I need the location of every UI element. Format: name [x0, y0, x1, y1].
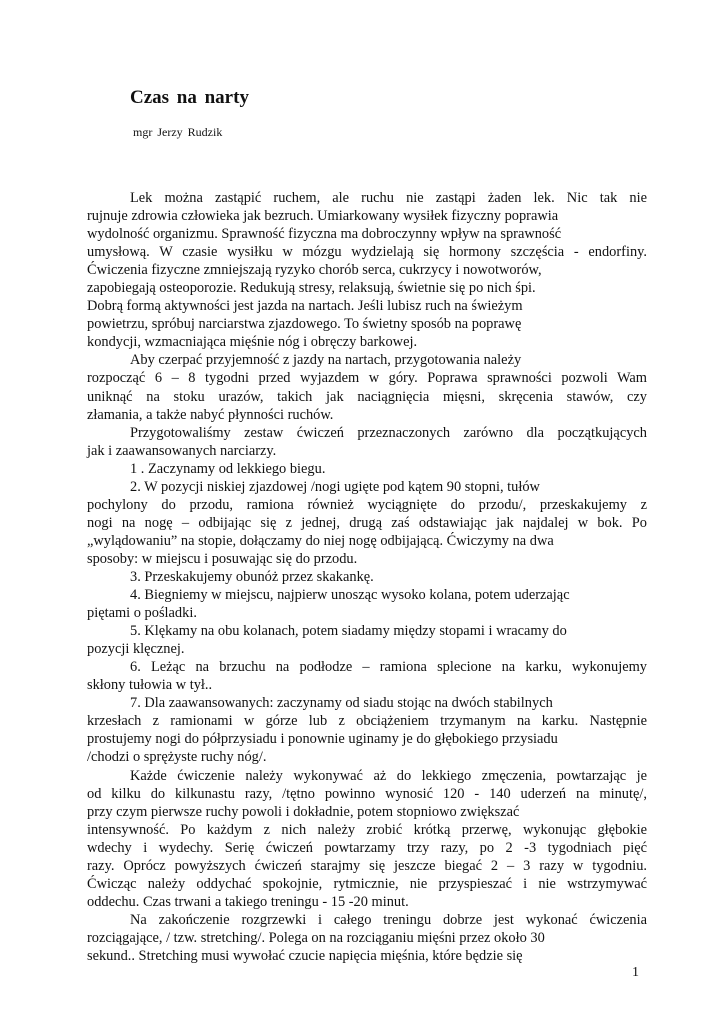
text-line: 7. Dla zaawansowanych: zaczynamy od siadu stojąc na dwóch stabilnych	[130, 695, 553, 712]
text-line: 3. Przeskakujemy obunóż przez skakankę.	[130, 568, 374, 585]
text-line: „wylądowaniu” na stopie, dołączamy do niej nogę odbijającą. Ćwiczymy na dwa	[87, 532, 554, 549]
text-line: /chodzi o sprężyste ruchy nóg/.	[87, 749, 267, 766]
text-line: Aby czerpać przyjemność z jazdy na nartach, przygotowania należy	[130, 352, 522, 369]
text-line: pozycji klęcznej.	[87, 641, 185, 658]
text-line: zapobiegają osteoporozie. Redukują stresy, relaksują, świetnie się po nich śpi.	[87, 280, 536, 297]
text-line: wdechy i wydechy. Serię ćwiczeń powtarzamy trzy razy, po 2 -3 tygodniach pięć	[87, 839, 647, 856]
text-line: Na zakończenie rozgrzewki i całego treningu dobrze jest wykonać ćwiczenia	[130, 911, 647, 928]
text-line: 2. W pozycji niskiej zjazdowej /nogi ugięte pod kątem 90 stopni, tułów	[130, 478, 540, 495]
text-line: Przygotowaliśmy zestaw ćwiczeń przeznaczonych zarówno dla początkujących	[130, 424, 647, 441]
text-line: od kilku do kilkunastu razy, /tętno powinno wynosić 120 - 140 uderzeń na minutę/,	[87, 785, 647, 802]
text-line: kondycji, wzmacniająca mięśnie nóg i obręczy barkowej.	[87, 334, 418, 351]
text-line: Dobrą formą aktywności jest jazda na nartach. Jeśli lubisz ruch na świeżym	[87, 298, 523, 315]
text-line: rujnuje zdrowia człowieka jak bezruch. Umiarkowany wysiłek fizyczny poprawia	[87, 208, 559, 225]
text-line: intensywność. Po każdym z nich należy zrobić krótką przerwę, wykonując głębokie	[87, 821, 647, 838]
text-line: sekund.. Stretching musi wywołać czucie napięcia mięśnia, które będzie się	[87, 947, 523, 964]
text-line: krzesłach z ramionami w górze lub z obciążeniem trzymanym na karku. Następnie	[87, 713, 647, 730]
text-line: rozpocząć 6 – 8 tygodni przed wyjazdem w góry. Poprawa sprawności pozwoli Wam	[87, 370, 647, 387]
document-title: Czas na narty	[130, 87, 249, 108]
text-line: 4. Biegniemy w miejscu, najpierw unosząc wysoko kolana, potem uderzając	[130, 587, 570, 604]
text-line: piętami o pośladki.	[87, 605, 197, 622]
text-line: jak i zaawansowanych narciarzy.	[87, 442, 277, 459]
text-line: umysłową. W czasie wysiłku w mózgu wydzielają się hormony szczęścia - endorfiny.	[87, 244, 647, 261]
text-line: sposoby: w miejscu i posuwając się do przodu.	[87, 550, 358, 567]
text-line: przy czym pierwsze ruchy powoli i dokładnie, potem stopniowo zwiększać	[87, 803, 520, 820]
text-line: 6. Leżąc na brzuchu na podłodze – ramiona splecione na karku, wykonujemy	[130, 659, 647, 676]
text-line: prostujemy nogi do półprzysiadu i ponownie uginamy je do głębokiego przysiadu	[87, 731, 558, 748]
text-line: skłony tułowia w tył..	[87, 677, 213, 694]
text-line: wydolność organizmu. Sprawność fizyczna ma dobroczynny wpływ na sprawność	[87, 226, 562, 243]
text-line: 1 . Zaczynamy od lekkiego biegu.	[130, 460, 326, 477]
text-line: złamania, a także nabyć płynności ruchów.	[87, 406, 334, 423]
text-line: Ćwicząc należy oddychać spokojnie, rytmicznie, nie przyspieszać i nie wstrzymywać	[87, 875, 647, 892]
text-line: 5. Klękamy na obu kolanach, potem siadamy między stopami i wracamy do	[130, 623, 567, 640]
text-line: razy. Oprócz powyższych ćwiczeń starajmy się jeszcze biegać 2 – 3 razy w tygodniu.	[87, 857, 647, 874]
text-line: Każde ćwiczenie należy wykonywać aż do lekkiego zmęczenia, powtarzając je	[130, 767, 647, 784]
text-line: oddechu. Czas trwani a takiego treningu - 15 -20 minut.	[87, 893, 409, 910]
text-line: pochylony do przodu, ramiona również wyciągnięte do przodu/, przeskakujemy z	[87, 496, 647, 513]
text-line: Lek można zastąpić ruchem, ale ruchu nie zastąpi żaden lek. Nic tak nie	[130, 190, 647, 206]
text-line: uniknąć na stoku urazów, takich jak naciągnięcia mięsni, skręcenia stawów, czy	[87, 388, 647, 405]
text-line: Ćwiczenia fizyczne zmniejszają ryzyko chorób serca, cukrzycy i nowotworów,	[87, 262, 542, 279]
body-text	[87, 189, 647, 965]
text-line: rozciągające, / tzw. stretching/. Polega on na rozciąganiu mięśni przez około 30	[87, 929, 545, 946]
page-number: 1	[632, 965, 639, 980]
text-line: nogi na nogę – odbijając się z jednej, drugą zaś odstawiając jak najdalej w bok. Po	[87, 514, 647, 531]
author-line: mgr Jerzy Rudzik	[133, 125, 223, 139]
text-line: powietrzu, spróbuj narciarstwa zjazdowego. To świetny sposób na poprawę	[87, 316, 522, 333]
